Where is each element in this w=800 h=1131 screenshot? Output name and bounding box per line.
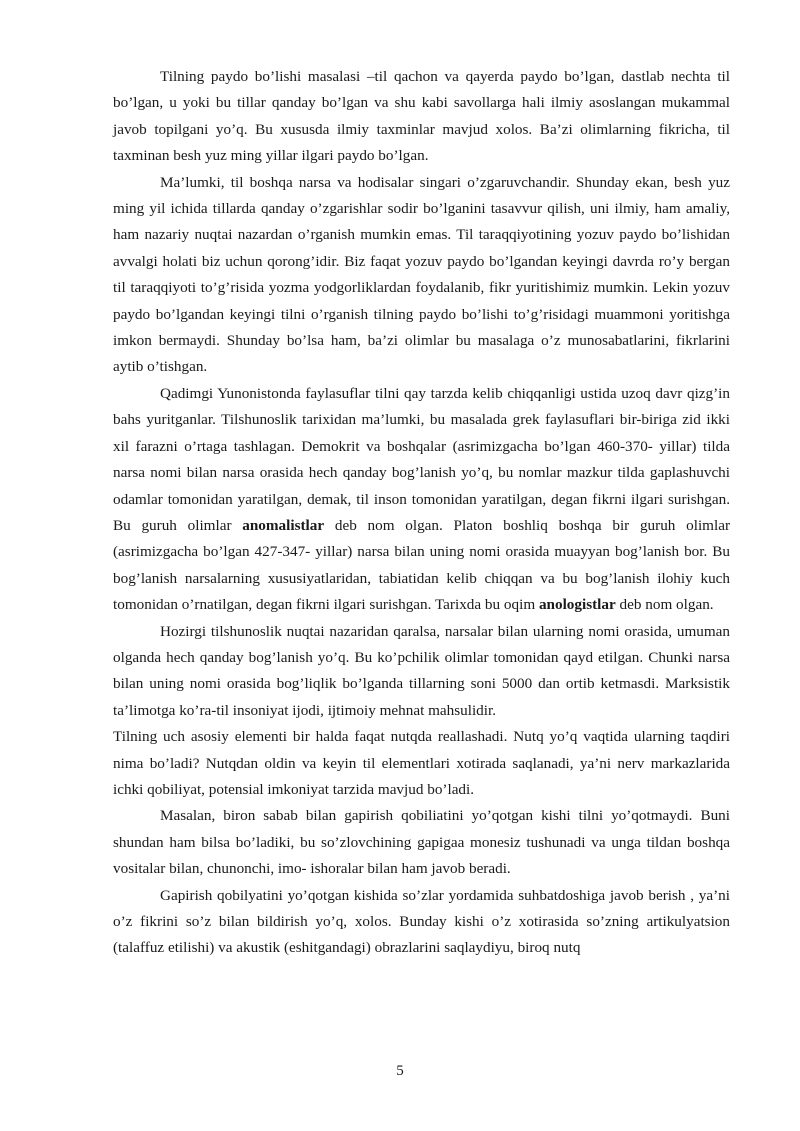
term-anologistlar: anologistlar bbox=[538, 596, 616, 614]
paragraph-7-text: Gapirish qobilyatini yo’qotgan kishida so’zlar yordamida suhbatdoshiga javob berish , ya’ni o’z fikrini so’z bilan bildirish yo’q, xolos. Bunday kishi o’z xotirasida so’zning artikulyatsion (talaffuz etilishi) va akustik (eshitgandagi) obrazlarini saqlaydiyu, biroq nutq bbox=[113, 886, 730, 957]
paragraph-2 bbox=[113, 170, 730, 381]
paragraph-7 bbox=[113, 883, 730, 962]
document-body bbox=[113, 64, 730, 962]
paragraph-6-text: Masalan, biron sabab bilan gapirish qobiliatini yo’qotgan kishi tilni yo’qotmaydi. Buni shundan ham bilsa bo’ladiki, bu so’zlovchining gapigaa monesiz tushunadi va unga tildan boshqa vositalar bilan, chunonchi, imo- ishoralar bilan ham javob beradi. bbox=[113, 807, 730, 878]
page-number: 5 bbox=[396, 1063, 404, 1079]
paragraph-5 bbox=[113, 724, 730, 803]
paragraph-3-text-a: Qadimgi Yunonistonda faylasuflar tilni qay tarzda kelib chiqqanligi ustida uzoq davr qizg’in bahs yuritganlar. Tilshunoslik tarixidan ma’lumki, bu masalada grek faylasuflari bir-biriga zid ikki xil farazni o’rtaga tashlagan. Demokrit va boshqalar (asrimizgacha bo’lgan 460-370- yillar) tilda narsa nomi bilan narsa orasida hech qanday bog’lanish yo’q, bu nomlar mazkur tilda gaplashuvchi odamlar tomonidan yaratilgan, demak, til inson tomonidan yaratilgan, degan fikrni ilgari surishgan. Bu guruh olimlar bbox=[113, 384, 730, 534]
paragraph-3-text-c: deb nom olgan. bbox=[615, 596, 714, 614]
paragraph-2-text: Ma’lumki, til boshqa narsa va hodisalar singari o’zgaruvchandir. Shunday ekan, besh yuz ming yil ichida tillarda qanday o’zgarishlar sodir bo’lganini tasavvur qilish, uni ilmiy, ham amaliy, ham nazariy nuqtai nazardan o’rganish mumkin emas. Til taraqqiyotining yozuv paydo bo’lishidan avvalgi holati biz uchun qorong’idir. Biz faqat yozuv paydo bo’lgandan keyingi davrda ro’y bergan til taraqqiyoti to’g’risida yozma yodgorliklardan foydalanib, fikr yuritishimiz mumkin. Lekin yozuv paydo bo’lgandan keyingi tilni o’rganish tilning paydo bo’lishi to’g’risidagi muammoni yoritishga imkon bermaydi. Shunday bo’lsa ham, ba’zi olimlar bu masalaga o’z munosabatlarini, fikrlarini aytib o’tishgan. bbox=[113, 173, 730, 376]
paragraph-5-text: Tilning uch asosiy elementi bir halda faqat nutqda reallashadi. Nutq yo’q vaqtida ularning taqdiri nima bo’ladi? Nutqdan oldin va keyin til elementlari xotirada saqlanadi, ya’ni nerv markazlarida ichki qobiliyat, potensial imkoniyat tarzida mavjud bo’ladi. bbox=[113, 728, 730, 798]
paragraph-6 bbox=[113, 803, 730, 882]
paragraph-1-text: Tilning paydo bo’lishi masalasi –til qachon va qayerda paydo bo’lgan, dastlab nechta til bo’lgan, u yoki bu tillar qanday bo’lgan va shu kabi savollarga hali ilmiy asoslangan mukammal javob topilgani yo’q. Bu xususda ilmiy taxminlar mavjud xolos. Ba’zi olimlarning fikricha, til taxminan besh yuz ming yillar ilgari paydo bo’lgan. bbox=[113, 68, 730, 165]
term-anomalistlar: anomalistlar bbox=[242, 516, 325, 534]
paragraph-3-text-b: deb nom olgan. Platon boshliq boshqa bir guruh olimlar (asrimizgacha bo’lgan 427-347- yillar) narsa bilan uning nomi orasida muayyan bog’lanish bor. Bu bog’lanish narsalarning xususiyatlaridan, tabiatidan kelib chiqqan va bu bog’lanish ilohiy kuch tomonidan o’rnatilgan, degan fikrni ilgari surishgan. Tarixda bu oqim bbox=[113, 516, 731, 614]
paragraph-4 bbox=[113, 619, 730, 725]
paragraph-1 bbox=[113, 64, 730, 170]
paragraph-3 bbox=[113, 381, 730, 619]
paragraph-4-text: Hozirgi tilshunoslik nuqtai nazaridan qaralsa, narsalar bilan ularning nomi orasida, umuman olganda hech qanday bog’lanish yo’q. Bu ko’pchilik olimlar tomonidan qayd etilgan. Chunki narsa bilan uning nomi orasida bog’liqlik bo’lganda tillarning soni 5000 dan ortib ketmasdi. Marksistik ta’limotga ko’ra-til insoniyat ijodi, ijtimoiy mehnat mahsulidir. bbox=[113, 622, 730, 719]
